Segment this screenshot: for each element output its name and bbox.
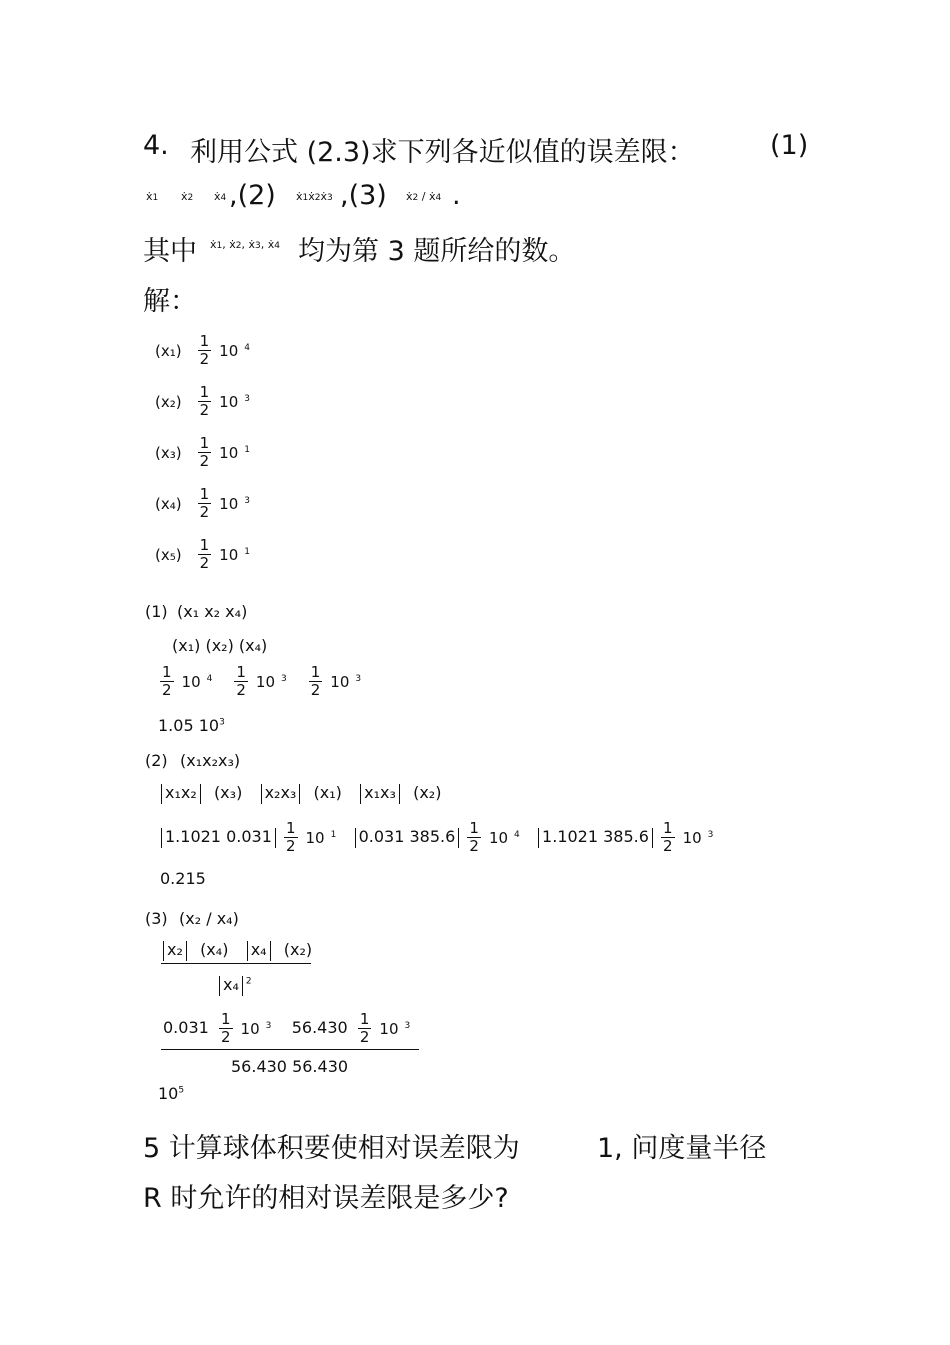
eps-row-value: $\frac{1}{2}$ 10 $^1$ (199, 434, 250, 470)
part3-label: (3) (145, 909, 168, 928)
part1-terms (160, 664, 383, 699)
eps-row-value: $\frac{1}{2}$ 10 $^4$ (199, 332, 250, 368)
problem4-line3-prefix: 其中 (143, 236, 197, 267)
eps-row-label: (x₅) (155, 545, 182, 564)
eps-row-label: (x₁) (155, 341, 182, 360)
part3-term: $\frac{1}{2}$ 10 $^3$ (359, 1010, 411, 1046)
part3-result: $10^5$ (158, 1084, 185, 1103)
part3-term: $\frac{1}{2}$ 10 $^3$ (220, 1010, 272, 1046)
problem5-line1-b: 1, 问度量半径 (597, 1133, 767, 1164)
eps-row (155, 537, 250, 572)
eps-row-value: $\frac{1}{2}$ 10 $^3$ (199, 485, 250, 521)
var-x1-dot: ẋ1 (146, 190, 159, 203)
part2-term: $\frac{1}{2}$ 10 $^1$ (285, 819, 337, 855)
var-list-dot: ẋ1, ẋ2, ẋ3, ẋ4 (210, 238, 280, 251)
part1-term: $\frac{1}{2}$ 10 $^3$ (236, 663, 287, 699)
eps-row-value: $\frac{1}{2}$ 10 $^3$ (199, 383, 250, 419)
eps-row-label: (x₄) (155, 494, 182, 513)
part2-head: (x₁x₂x₃) (180, 751, 241, 770)
part3-line2-bar (161, 1049, 419, 1050)
part2-result: 0.215 (160, 869, 206, 888)
problem4-line3-suffix: 均为第 3 题所给的数。 (298, 236, 576, 267)
var-x1x2x3-dot: ẋ1ẋ2ẋ3 (296, 190, 333, 203)
part1-label: (1) (145, 602, 168, 621)
part2-label: (2) (145, 751, 168, 770)
problem4-part1-marker: (1) (770, 130, 809, 161)
eps-row (155, 435, 250, 470)
problem4-part2-marker: ,(2) (229, 180, 276, 211)
part1-term: $\frac{1}{2}$ 10 $^4$ (162, 663, 213, 699)
part3-fraction-bar (161, 963, 311, 964)
eps-row-value: $\frac{1}{2}$ 10 $^1$ (199, 536, 250, 572)
problem4-number: 4. (143, 130, 169, 161)
part2-term: $\frac{1}{2}$ 10 $^3$ (663, 819, 714, 855)
part3-line2-numerator: 0.031 $\frac{1}{2}$ 10 $^3$ 56.430 $\frac{1}{2}$ 10 $^3$ (163, 1010, 411, 1046)
problem4-part3-marker: ,(3) (340, 180, 387, 211)
eps-row-label: (x₃) (155, 443, 182, 462)
part3-fraction-denominator: x₄ $^2$ (216, 975, 252, 996)
eps-row-label: (x₂) (155, 392, 182, 411)
var-x2-over-x4-dot: ẋ2 / ẋ4 (406, 190, 442, 203)
eps-row (155, 384, 250, 419)
eps-row (155, 333, 250, 368)
part2-line2: x₁x₂ (x₃) x₂x₃ (x₁) x₁x₃ (x₂) (158, 783, 441, 804)
part1-head: (x₁ x₂ x₄) (177, 602, 248, 621)
part3-head: (x₂ / x₄) (179, 909, 239, 928)
part3-line2-denominator: 56.430 56.430 (231, 1057, 349, 1076)
problem4-heading: 利用公式 (2.3)求下列各近似值的误差限： (190, 137, 695, 168)
var-x2-dot: ẋ2 (181, 190, 194, 203)
problem5-line1-a: 5 计算球体积要使相对误差限为 (143, 1133, 520, 1164)
part1-term: $\frac{1}{2}$ 10 $^3$ (310, 663, 362, 699)
problem5-line2: R 时允许的相对误差限是多少? (143, 1183, 509, 1214)
part3-fraction-numerator: x₂ (x₄) x₄ (x₂) (160, 940, 312, 961)
part1-line2: (x₁) (x₂) (x₄) (172, 636, 268, 655)
var-x4-dot: ẋ4 (214, 190, 227, 203)
problem4-period: . (452, 180, 461, 211)
solution-label: 解： (143, 286, 197, 317)
eps-row (155, 486, 250, 521)
part2-line3: 1.1021 0.031 $\frac{1}{2}$ 10 $^1$ 0.031 385.6 $\frac{1}{2}$ 10 $^4$ 1.1021 385.6 $\frac{1}{2}$ 10 $^3$ (158, 820, 713, 855)
part2-term: $\frac{1}{2}$ 10 $^4$ (469, 819, 520, 855)
part1-result: 1.05 $10^3$ (158, 716, 225, 735)
